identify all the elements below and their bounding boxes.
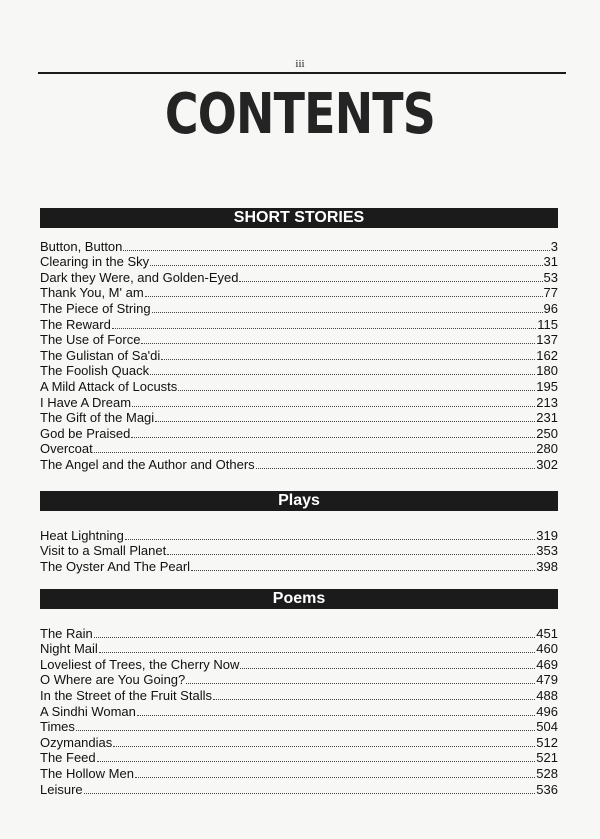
entry-title: Loveliest of Trees, the Cherry Now — [40, 656, 240, 672]
entry-page-number: 280 — [536, 441, 558, 457]
entry-page-number: 528 — [536, 765, 558, 781]
toc-entry — [40, 332, 558, 348]
entry-title: The Angel and the Author and Others — [40, 456, 255, 472]
header-rule — [38, 72, 566, 74]
dot-leader — [132, 405, 535, 407]
entry-page-number: 398 — [536, 558, 558, 574]
dot-leader — [99, 651, 536, 653]
dot-leader — [94, 451, 536, 453]
dot-leader — [155, 420, 535, 422]
toc-entry — [40, 425, 558, 441]
entry-page-number: 250 — [536, 425, 558, 441]
toc-entry — [40, 378, 558, 394]
entry-page-number: 451 — [536, 625, 558, 641]
dot-leader — [150, 373, 535, 375]
section-heading: Plays — [40, 491, 558, 511]
dot-leader — [186, 682, 535, 684]
entry-title: The Gift of the Magi — [40, 410, 155, 426]
entry-page-number: 469 — [536, 656, 558, 672]
toc-entry — [40, 410, 558, 426]
toc-entry — [40, 527, 558, 543]
toc-entry — [40, 441, 558, 457]
dot-leader — [178, 389, 535, 391]
toc-entry — [40, 734, 558, 750]
entry-title: The Rain — [40, 625, 93, 641]
dot-leader — [97, 760, 536, 762]
toc-entry — [40, 656, 558, 672]
entry-page-number: 77 — [543, 285, 558, 301]
toc-entry — [40, 285, 558, 301]
entry-title: Clearing in the Sky — [40, 254, 150, 270]
toc-entry — [40, 347, 558, 363]
entry-title: The Piece of String — [40, 300, 151, 316]
entry-title: Overcoat — [40, 441, 93, 457]
entry-page-number: 31 — [543, 254, 558, 270]
dot-leader — [76, 729, 535, 731]
dot-leader — [191, 569, 535, 571]
entry-page-number: 115 — [537, 316, 558, 332]
entry-page-number: 536 — [536, 781, 558, 797]
toc-entry — [40, 363, 558, 379]
dot-leader — [213, 698, 535, 700]
entry-title: Thank You, M' am — [40, 285, 144, 301]
entry-title: Button, Button — [40, 238, 123, 254]
page-number: iii — [295, 58, 305, 70]
dot-leader — [240, 667, 535, 669]
entry-title: Leisure — [40, 781, 83, 797]
dot-leader — [94, 636, 536, 638]
entry-page-number: 53 — [543, 269, 558, 285]
section-short-stories — [40, 208, 558, 472]
section-poems — [40, 589, 558, 797]
entry-page-number: 3 — [550, 238, 558, 254]
entry-page-number: 460 — [536, 641, 558, 657]
entry-page-number: 521 — [536, 750, 558, 766]
entry-title: Times — [40, 719, 75, 735]
entry-page-number: 302 — [536, 456, 558, 472]
entry-page-number: 195 — [536, 378, 558, 394]
entry-title: Ozymandias — [40, 734, 113, 750]
toc-entry — [40, 254, 558, 270]
entry-title: In the Street of the Fruit Stalls — [40, 687, 212, 703]
page-title: CONTENTS — [164, 82, 436, 147]
toc-entry — [40, 269, 558, 285]
toc-entry — [40, 238, 558, 254]
entry-page-number: 488 — [536, 687, 558, 703]
dot-leader — [239, 280, 542, 282]
toc-entry — [40, 394, 558, 410]
entry-title: The Hollow Men — [40, 765, 134, 781]
entry-page-number: 231 — [536, 410, 558, 426]
toc-entry — [40, 641, 558, 657]
toc-entry — [40, 300, 558, 316]
entry-title: Visit to a Small Planet — [40, 543, 167, 559]
dot-leader — [125, 538, 535, 540]
dot-leader — [161, 358, 535, 360]
entry-title: The Foolish Quack — [40, 363, 150, 379]
dot-leader — [84, 792, 536, 794]
section-heading: SHORT STORIES — [40, 208, 558, 228]
toc-entry — [40, 456, 558, 472]
entry-page-number: 353 — [536, 543, 558, 559]
entry-title: The Use of Force — [40, 332, 141, 348]
dot-leader — [256, 467, 536, 469]
dot-leader — [137, 714, 535, 716]
entry-title: Night Mail — [40, 641, 98, 657]
entry-page-number: 213 — [536, 394, 558, 410]
toc-entry — [40, 719, 558, 735]
entry-title: A Sindhi Woman — [40, 703, 136, 719]
entry-page-number: 319 — [536, 527, 558, 543]
entry-page-number: 180 — [536, 363, 558, 379]
dot-leader — [123, 249, 549, 251]
toc-entry — [40, 687, 558, 703]
dot-leader — [135, 776, 535, 778]
entry-page-number: 137 — [536, 332, 558, 348]
dot-leader — [152, 311, 543, 313]
dot-leader — [113, 745, 535, 747]
entry-title: The Feed — [40, 750, 96, 766]
entry-title: The Oyster And The Pearl — [40, 558, 191, 574]
toc-entry — [40, 558, 558, 574]
dot-leader — [150, 264, 542, 266]
toc-entry — [40, 781, 558, 797]
toc-entry — [40, 765, 558, 781]
toc-entry — [40, 750, 558, 766]
toc-entry — [40, 316, 558, 332]
entry-title: The Gulistan of Sa'di — [40, 347, 161, 363]
entry-page-number: 504 — [536, 719, 558, 735]
dot-leader — [141, 342, 535, 344]
dot-leader — [131, 436, 535, 438]
toc-entry — [40, 543, 558, 559]
entry-title: I Have A Dream — [40, 394, 132, 410]
entry-page-number: 162 — [536, 347, 558, 363]
section-plays — [40, 491, 558, 574]
section-heading: Poems — [40, 589, 558, 609]
toc-entry — [40, 672, 558, 688]
entry-page-number: 479 — [536, 672, 558, 688]
entry-page-number: 496 — [536, 703, 558, 719]
entry-title: A Mild Attack of Locusts — [40, 378, 178, 394]
toc-entry — [40, 625, 558, 641]
entry-title: Dark they Were, and Golden-Eyed — [40, 269, 239, 285]
entry-title: Heat Lightning — [40, 527, 124, 543]
dot-leader — [145, 295, 543, 297]
entry-page-number: 96 — [543, 300, 558, 316]
entry-title: God be Praised — [40, 425, 131, 441]
toc-entry — [40, 703, 558, 719]
entry-title: The Reward — [40, 316, 111, 332]
entry-page-number: 512 — [536, 734, 558, 750]
dot-leader — [112, 327, 536, 329]
dot-leader — [167, 553, 535, 555]
entry-title: O Where are You Going? — [40, 672, 186, 688]
